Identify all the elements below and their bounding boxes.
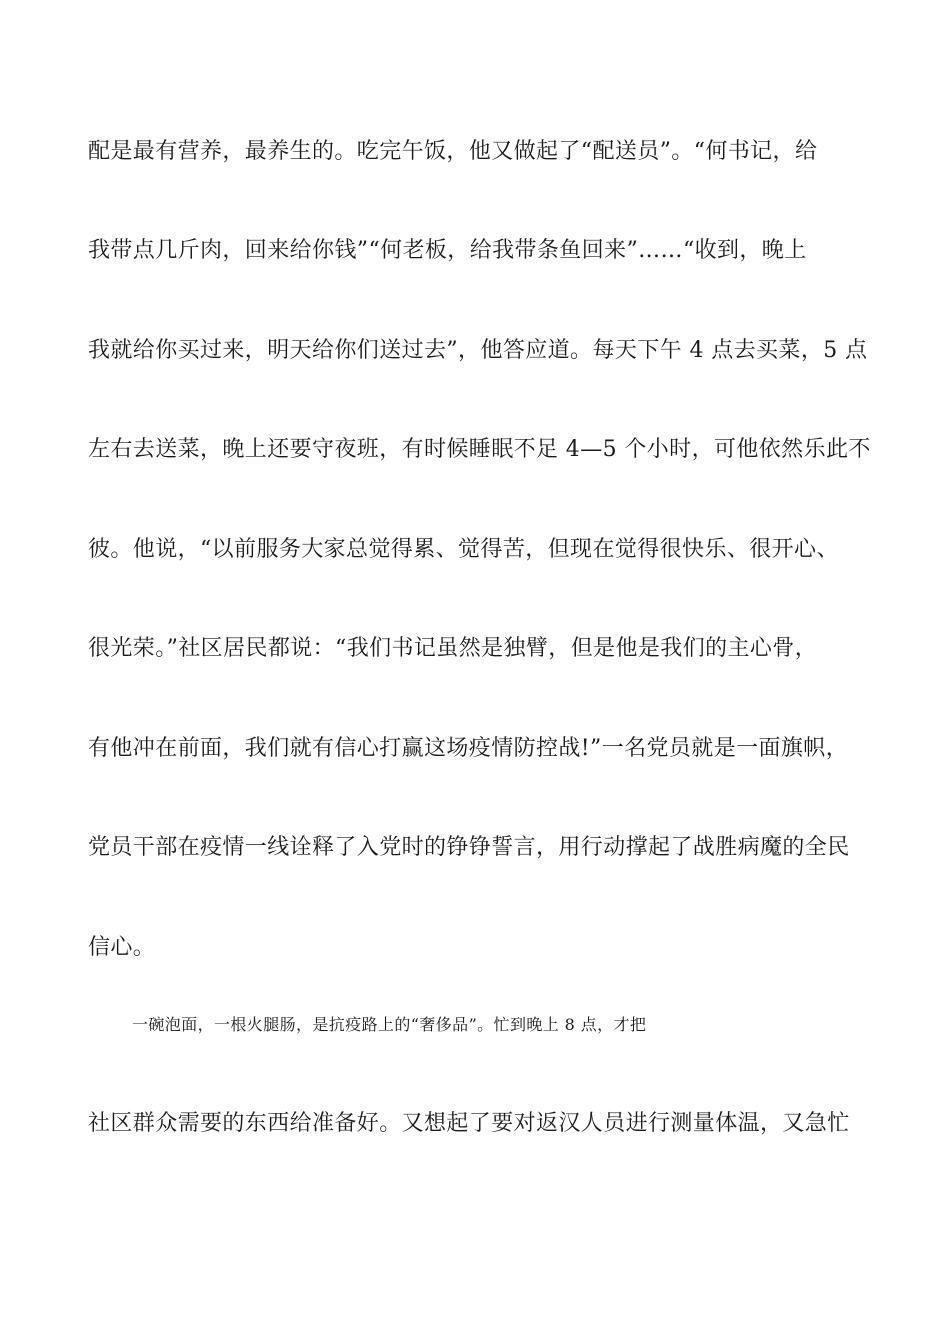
text-line-1: 配是最有营养，最养生的。吃完午饭，他又做起了“配送员”。“何书记，给 xyxy=(88,139,818,164)
text-line-6: 很光荣。”社区居民都说：“我们书记虽然是独臂，但是他是我们的主心骨， xyxy=(88,636,818,661)
text-line-8: 党员干部在疫情一线诠释了入党时的铮铮誓言，用行动撑起了战胜病魔的全民 xyxy=(88,835,850,860)
text-line-10: 一碗泡面，一根火腿肠，是抗疫路上的“奢侈品”。忙到晚上 8 点，才把 xyxy=(132,1015,647,1034)
text-line-11: 社区群众需要的东西给准备好。又想起了要对返汉人员进行测量体温，又急忙 xyxy=(88,1111,850,1136)
text-line-5: 彼。他说，“以前服务大家总觉得累、觉得苦，但现在觉得很快乐、很开心、 xyxy=(88,537,839,562)
text-line-3: 我就给你买过来，明天给你们送过去”，他答应道。每天下午 4 点去买菜，5 点 xyxy=(88,338,868,363)
text-line-7: 有他冲在前面，我们就有信心打赢这场疫情防控战!”一名党员就是一面旗帜， xyxy=(88,736,849,761)
text-line-2: 我带点几斤肉，回来给你钱”“何老板，给我带条鱼回来”……“收到，晚上 xyxy=(88,238,807,263)
text-line-4: 左右去送菜，晚上还要守夜班，有时候睡眠不足 4—5 个小时，可他依然乐此不 xyxy=(88,437,871,462)
text-line-9: 信心。 xyxy=(88,935,156,960)
